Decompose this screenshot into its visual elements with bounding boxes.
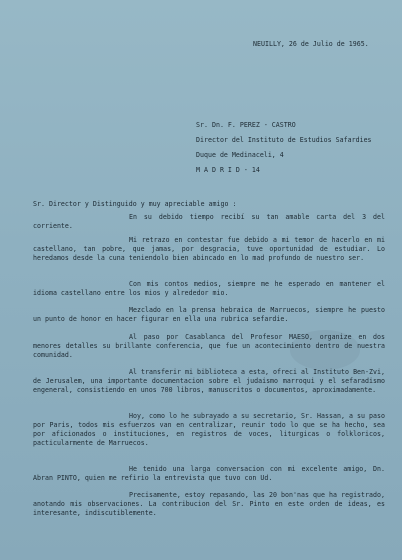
body-paragraph <box>33 333 385 360</box>
body-paragraph <box>33 280 385 298</box>
recipient-title: Director del Instituto de Estudios Safardies <box>196 136 372 144</box>
body-paragraph <box>33 306 385 324</box>
body-paragraph <box>33 213 385 231</box>
body-paragraph <box>33 368 385 395</box>
salutation: Sr. Director y Distinguido y muy apreciable amigo : <box>33 200 237 208</box>
paragraph-text: Al transferir mi biblioteca a esta, ofreci al Instituto Ben-Zvi, de Jerusalem, una importante documentacion sobre el judaismo marroqui y el sefaradismo engeneral, consistiendo en unos 700 libros, manuscritos o documentos, aproximadamente. <box>33 368 385 394</box>
body-paragraph <box>33 465 385 483</box>
recipient-street: Duque de Medinaceli, 4 <box>196 151 284 159</box>
paragraph-text: Al paso por Casablanca del Profesor MAESO, organize en dos menores detalles su brillante conferencia, que fue un acontecimiento dentro de nuestra comunidad. <box>33 333 385 359</box>
paragraph-text: En su debido tiempo recibí su tan amable carta del 3 del corriente. <box>33 213 385 230</box>
body-paragraph <box>33 412 385 448</box>
paragraph-text: Mezclado en la prensa hebraica de Marruecos, siempre he puesto un punto de honor en hacer figurar en ella una rubrica sefardie. <box>33 306 385 323</box>
paragraph-text: Hoy, como lo he subrayado a su secretario, Sr. Hassan, a su paso por Paris, todos mis esfuerzos van en centralizar, reunir todo lo que se ha hecho, sea por aficionados o instituciones, en registros de voces, liturgicas o folkloricos, pacticularmente de Marruecos. <box>33 412 385 447</box>
recipient-city: M A D R I D - 14 <box>196 166 260 174</box>
paragraph-text: Mi retrazo en contestar fue debido a mi temor de hacerlo en mi castellano, tan pobre, que jamas, por desgracia, tuve oportunidad de estudiar. Lo heredamos desde la cuna teniendolo bien abincado en lo mad profundo de nuestro ser. <box>33 236 385 262</box>
body-paragraph <box>33 236 385 263</box>
recipient-name: Sr. Dn. F. PEREZ - CASTRO <box>196 121 296 129</box>
body-paragraph <box>33 491 385 518</box>
letter-date: NEUILLY, 26 de Julio de 1965. <box>253 40 369 48</box>
paragraph-text: He tenido una larga conversacion con mi excelente amigo, Dn. Abran PINTO, quien me refirio la entrevista que tuvo con Ud. <box>33 465 385 482</box>
paragraph-text: Precisamente, estoy repasando, las 20 bon'nas que ha registrado, anotando mis observaciones. La contribucion del Sr. Pinto en este orden de ideas, es interesante, indiscutiblemente. <box>33 491 385 517</box>
paragraph-text: Con mis contos medios, siempre me he esperado en mantener el idioma castellano entre los mios y alrededor mio. <box>33 280 385 297</box>
